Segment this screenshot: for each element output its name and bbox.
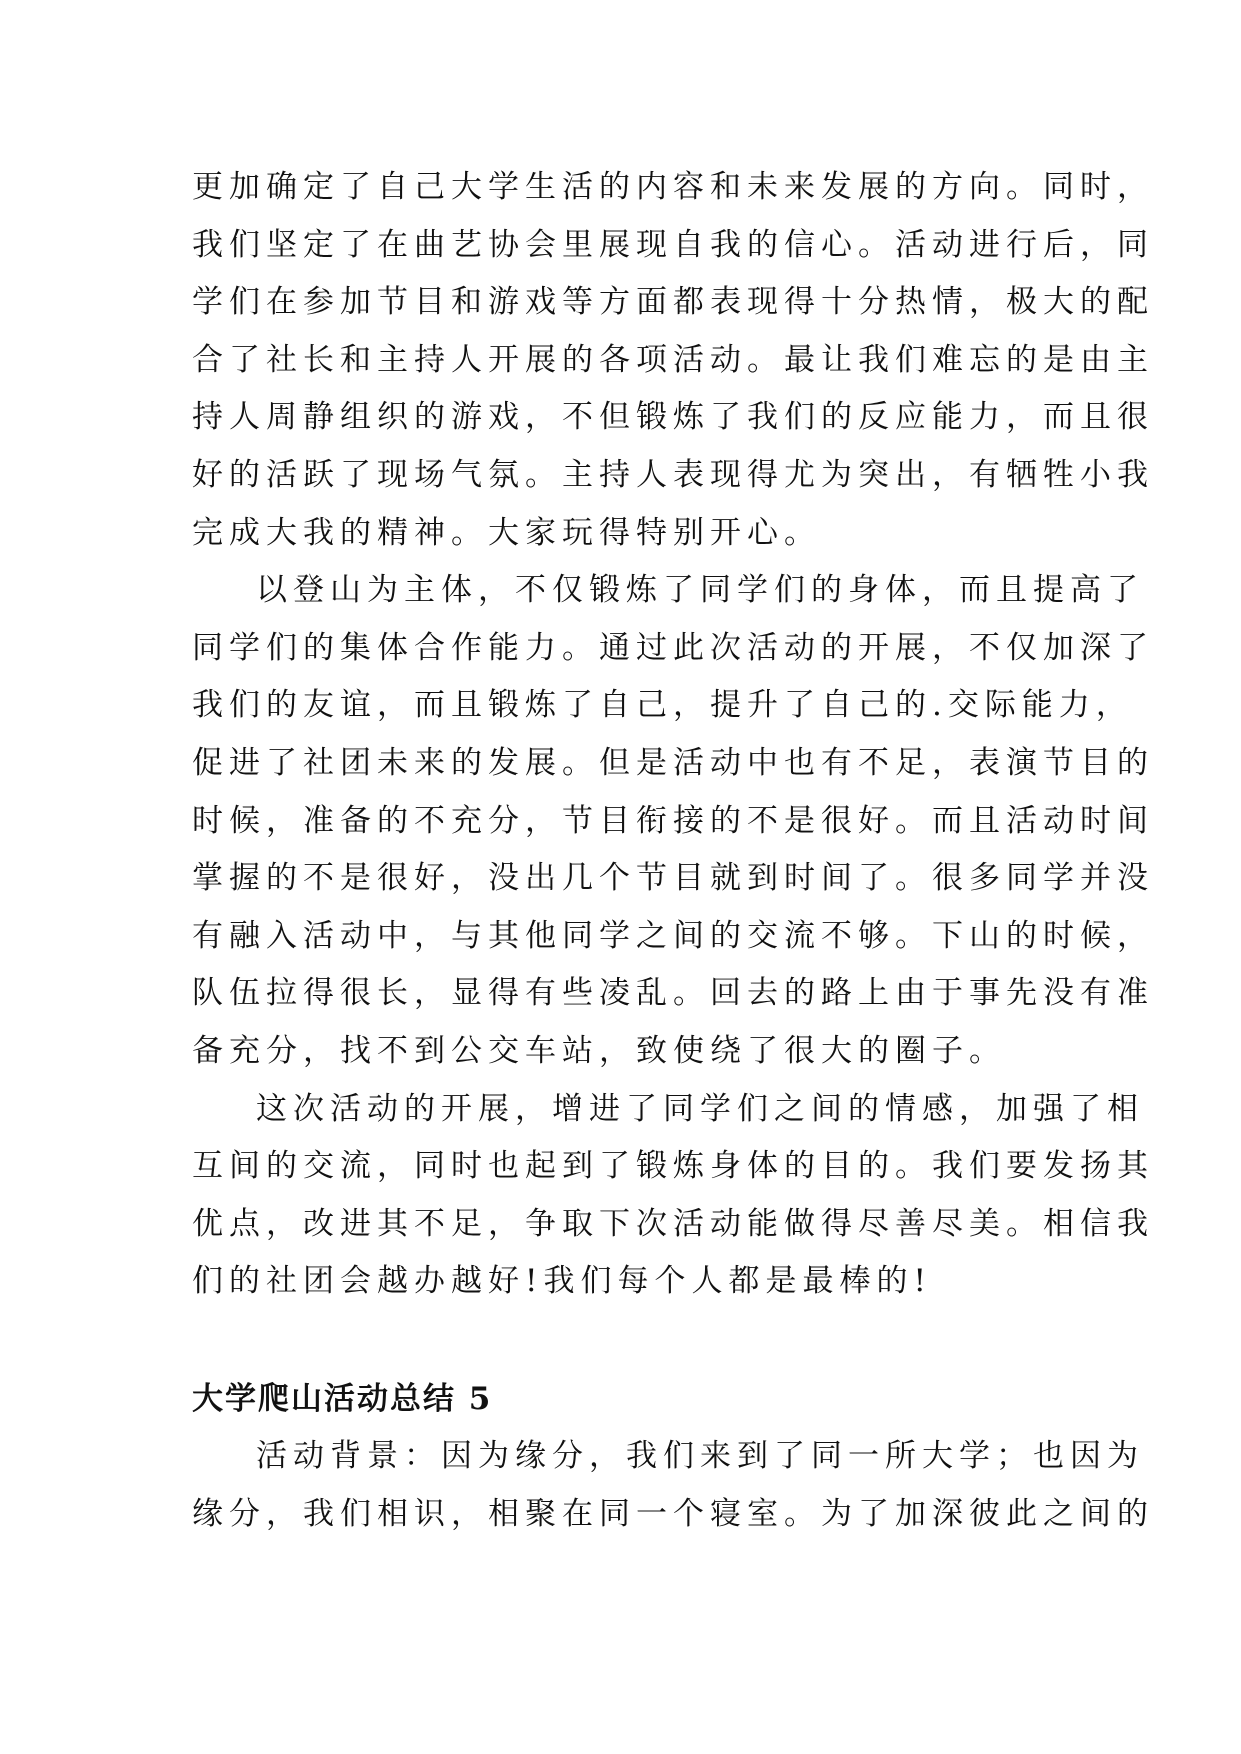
paragraph-line: 备充分，找不到公交车站，致使绕了很大的圈子。	[192, 1032, 1006, 1069]
paragraph-2	[192, 562, 1154, 1080]
paragraph-line: 完成大我的精神。大家玩得特别开心。	[192, 514, 821, 551]
paragraph-1	[192, 159, 1154, 562]
paragraph-line: 好的活跃了现场气氛。主持人表现得尤为突出，有牺牲小我	[192, 456, 1154, 493]
paragraph-4	[192, 1428, 1154, 1543]
paragraph-line: 活动背景：因为缘分，我们来到了同一所大学；也因为	[256, 1438, 1144, 1475]
paragraph-line: 有融入活动中，与其他同学之间的交流不够。下山的时候，	[192, 917, 1154, 954]
paragraph-line: 队伍拉得很长，显得有些凌乱。回去的路上由于事先没有准	[192, 975, 1154, 1012]
section-title: 大学爬山活动总结 5	[192, 1380, 493, 1417]
paragraph-line: 合了社长和主持人开展的各项活动。最让我们难忘的是由主	[192, 341, 1154, 378]
document-body	[192, 159, 1154, 1544]
paragraph-line: 更加确定了自己大学生活的内容和未来发展的方向。同时，	[192, 169, 1154, 205]
paragraph-line: 们的社团会越办越好!我们每个人都是最棒的!	[192, 1263, 932, 1300]
paragraph-line: 我们的友谊，而且锻炼了自己，提升了自己的.交际能力，	[192, 687, 1133, 724]
paragraph-line: 互间的交流，同时也起到了锻炼身体的目的。我们要发扬其	[192, 1148, 1154, 1185]
paragraph-line: 促进了社团未来的发展。但是活动中也有不足，表演节目的	[192, 744, 1154, 781]
paragraph-line: 持人周静组织的游戏，不但锻炼了我们的反应能力，而且很	[192, 399, 1154, 436]
paragraph-line: 这次活动的开展，增进了同学们之间的情感，加强了相	[256, 1090, 1144, 1127]
paragraph-line: 我们坚定了在曲艺协会里展现自我的信心。活动进行后，同	[192, 226, 1154, 263]
paragraph-3	[192, 1081, 1154, 1311]
paragraph-line: 缘分，我们相识，相聚在同一个寝室。为了加深彼此之间的	[192, 1496, 1154, 1533]
paragraph-line: 优点，改进其不足，争取下次活动能做得尽善尽美。相信我	[192, 1205, 1154, 1242]
paragraph-line: 以登山为主体，不仅锻炼了同学们的身体，而且提高了	[256, 572, 1144, 609]
paragraph-line: 时候，准备的不充分，节目衔接的不是很好。而且活动时间	[192, 802, 1154, 839]
paragraph-line: 学们在参加节目和游戏等方面都表现得十分热情，极大的配	[192, 284, 1154, 321]
paragraph-line: 掌握的不是很好，没出几个节目就到时间了。很多同学并没	[192, 860, 1154, 897]
paragraph-line: 同学们的集体合作能力。通过此次活动的开展，不仅加深了	[192, 629, 1154, 666]
